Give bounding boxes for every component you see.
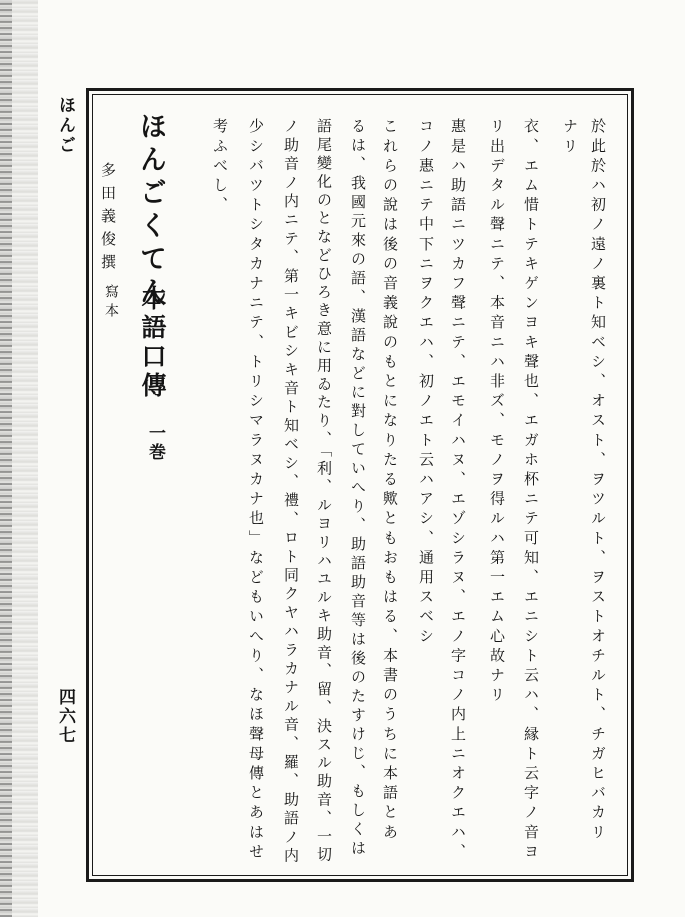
body-column-1: 於此於ハ初ノ遠ノ裏ト知ベシ、オスト、ヲツルト、ヲストオチルト、チガヒバカリ <box>589 118 607 844</box>
body-column-3: 衣、エム惜トテキゲンヨキ聲也、エガホ杯ニテ可知、エニシト云ハ、縁ト云字ノ音ヨ <box>522 118 540 863</box>
body-column-7: これらの說は後の音義說のもとになりたる歟ともおもはる、本書のうちに本語とあ <box>381 118 399 844</box>
body-column-12: 考ふべし、 <box>211 118 229 216</box>
scan-edge-shadow <box>0 0 38 917</box>
body-column-11: 少シバツトシタカナニテ、トリシマラヌカナ也」などもいへり、なほ聲母傳とあはせ <box>247 118 265 863</box>
running-header: ほんご <box>55 96 75 156</box>
author-line: 多田義俊撰 <box>99 162 117 277</box>
body-column-10: ノ助音ノ内ニテ、第一キビシキ音ト知ベシ、禮、ロト同クヤハラカナル音、羅、助語ノ内 <box>282 118 300 866</box>
book-subtitle: 本語口傳 <box>138 285 167 401</box>
volume-label: 一巻 <box>145 424 165 462</box>
body-column-9: 語尾變化のとなどひろき意に用ゐたり、「利、ルヨリハユルキ助音、留、決スル助音、一切 <box>315 118 333 865</box>
copy-note: 寫本 <box>103 284 119 322</box>
body-column-8: るは、我國元來の語、漢語などに對していへり、助語助音等は後のたすけじ、もしくは <box>349 118 367 859</box>
body-column-5: 惠是ハ助語ニツカフ聲ニテ、エモイハヌ、エゾシラヌ、エノ字コノ内上ニオクエハ、 <box>449 118 467 863</box>
book-title: ほんごくてん <box>135 112 166 310</box>
body-column-2: ナリ <box>561 118 579 158</box>
body-column-4: リ出デタル聲ニテ、本音ニハ非ズ、モノヲ得ルハ第一エム心故ナリ <box>488 118 506 706</box>
page-number: 四六七 <box>55 688 75 745</box>
body-column-6: コノ惠ニテ中下ニヲクエハ、初ノエト云ハアシ、通用スベシ <box>417 118 435 648</box>
